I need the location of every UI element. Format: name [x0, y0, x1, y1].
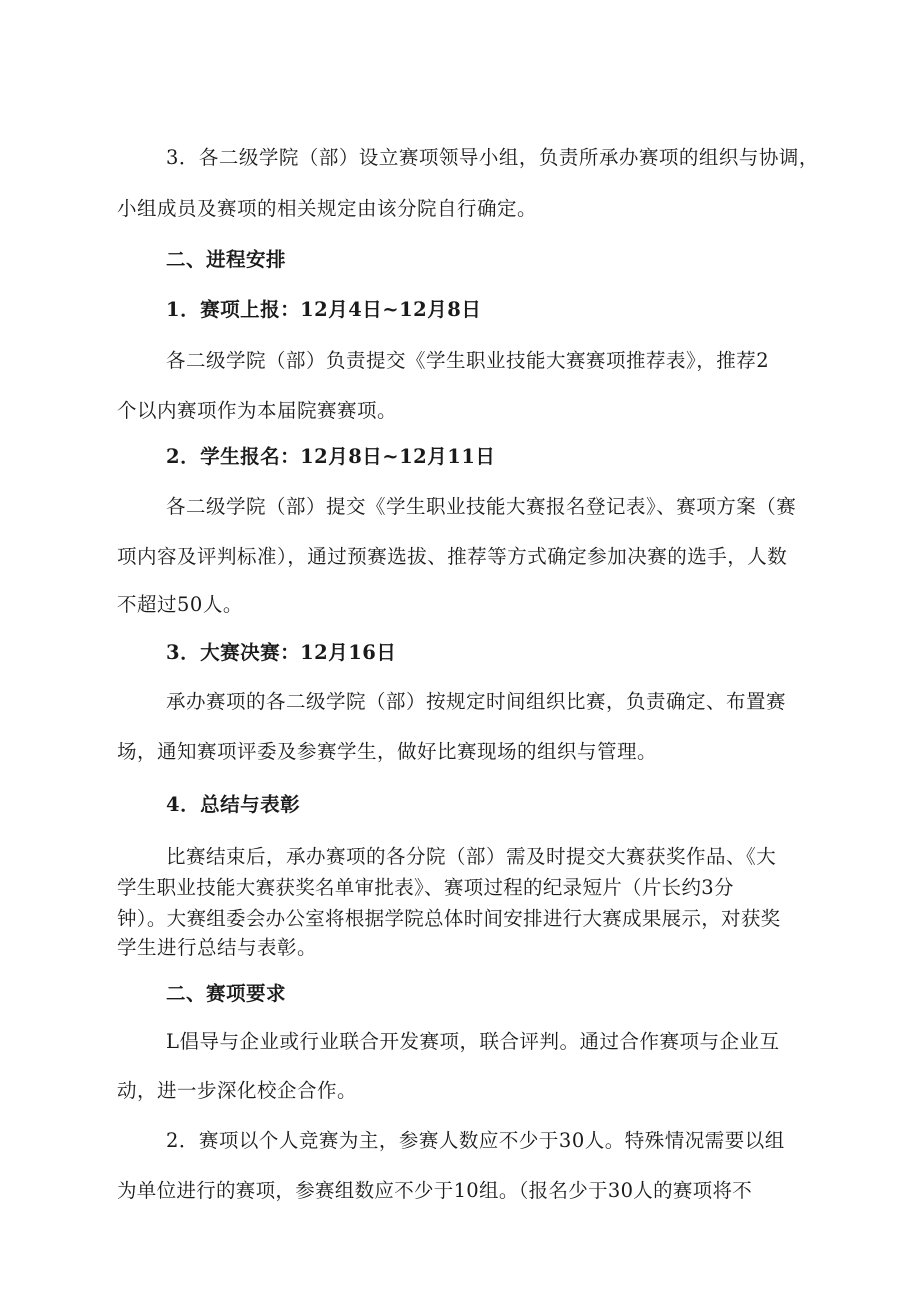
text-line: 钟）。大赛组委会办公室将根据学院总体时间安排进行大赛成果展示，对获奖 [117, 907, 781, 930]
text-line: 动，进一步深化校企合作。 [117, 1079, 358, 1102]
text-line: 项内容及评判标准），通过预赛选拔、推荐等方式确定参加决赛的选手，人数 [117, 545, 788, 568]
section-heading: 二、进程安排 [166, 248, 287, 271]
text-line: 场，通知赛项评委及参赛学生，做好比赛现场的组织与管理。 [117, 740, 658, 763]
text-line: 承办赛项的各二级学院（部）按规定时间组织比赛，负责确定、布置赛 [166, 690, 787, 713]
text-line: L倡导与企业或行业联合开发赛项，联合评判。通过合作赛项与企业互 [166, 1030, 780, 1053]
text-line: 3．各二级学院（部）设立赛项领导小组，负责所承办赛项的组织与协调， [166, 146, 819, 169]
text-line: 各二级学院（部）负责提交《学生职业技能大赛赛项推荐表》，推荐2 [166, 349, 770, 372]
text-line: 为单位进行的赛项，参赛组数应不少于10组。（报名少于30人的赛项将不 [117, 1179, 753, 1202]
subsection-heading: 3．大赛决赛：12月16日 [166, 641, 397, 664]
text-line: 学生职业技能大赛获奖名单审批表》、赛项过程的纪录短片（片长约3分 [117, 876, 734, 899]
text-line: 个以内赛项作为本届院赛赛项。 [117, 399, 398, 422]
subsection-heading: 2．学生报名：12月8日~12月11日 [166, 445, 496, 468]
subsection-heading: 1．赛项上报：12月4日~12月8日 [166, 298, 482, 321]
text-line: 各二级学院（部）提交《学生职业技能大赛报名登记表》、赛项方案（赛 [166, 495, 797, 518]
section-heading: 二、赛项要求 [166, 982, 287, 1005]
subsection-heading: 4．总结与表彰 [166, 793, 301, 816]
text-line: 小组成员及赛项的相关规定由该分院自行确定。 [117, 197, 538, 220]
text-line: 不超过50人。 [117, 593, 243, 616]
text-line: 学生进行总结与表彰。 [117, 936, 318, 959]
text-line: 2．赛项以个人竞赛为主，参赛人数应不少于30人。特殊情况需要以组 [166, 1129, 785, 1152]
text-line: 比赛结束后，承办赛项的各分院（部）需及时提交大赛获奖作品、《大 [166, 845, 777, 868]
